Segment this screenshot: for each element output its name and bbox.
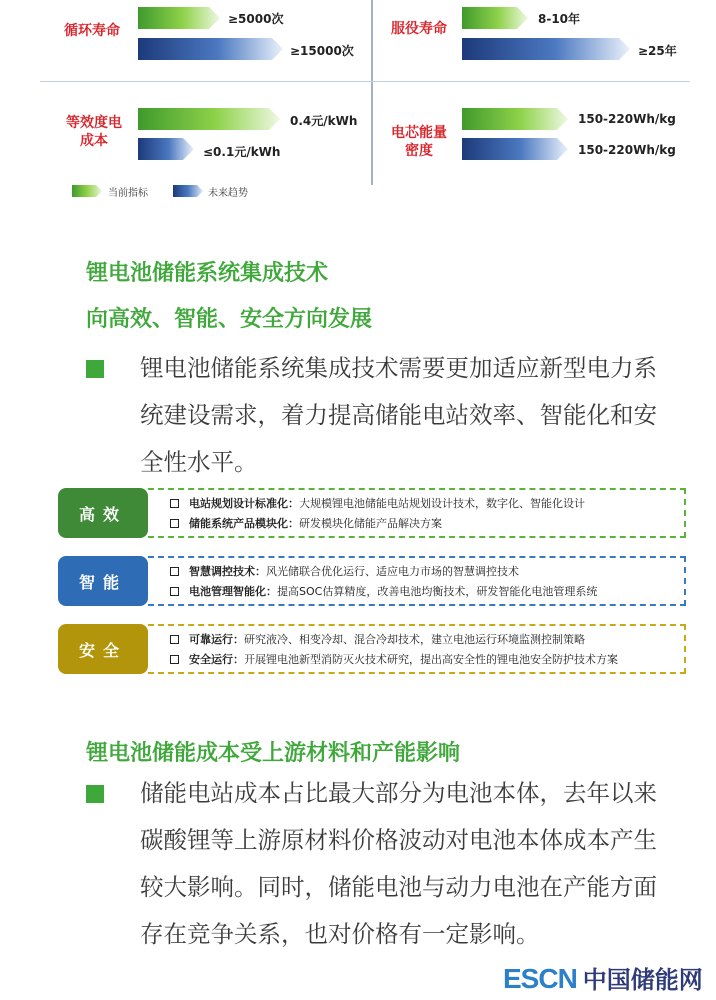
tech-box-efficiency: [148, 488, 686, 538]
checkbox-icon: [170, 567, 179, 576]
logo-en: ESCN: [503, 963, 577, 994]
tech-item: 电站规划设计标准化：大规模锂电池储能电站规划设计技术，数字化、智能化设计: [170, 494, 684, 514]
label-energy-density: [383, 124, 455, 160]
label-cycle-life: 循环寿命: [64, 23, 120, 39]
checkbox-icon: [170, 655, 179, 664]
label-energy-density-line2: 密度: [405, 143, 433, 159]
section1-heading-line1: 锂电池储能系统集成技术: [86, 261, 329, 286]
tech-item: 电池管理智能化：提高SOC估算精度，改善电池均衡技术，研发智能化电池管理系统: [170, 582, 684, 602]
badge-intelligence: 智能: [58, 556, 148, 606]
metrics-comparison: [0, 0, 716, 215]
tech-row-efficiency: [58, 488, 688, 538]
tech-item: 储能系统产品模块化：研发模块化储能产品解决方案: [170, 514, 684, 534]
badge-safety: 安全: [58, 624, 148, 674]
value-current-energy-density: 150-220Wh/kg: [578, 112, 676, 126]
tech-row-safety: [58, 624, 688, 674]
tech-box-safety: [148, 624, 686, 674]
divider-horizontal: [40, 81, 690, 82]
arrow-future-cost: [138, 138, 194, 160]
checkbox-icon: [170, 519, 179, 528]
tech-row-intelligence: [58, 556, 688, 606]
value-current-cycle-life: ≥5000次: [228, 12, 284, 26]
legend-swatch-current: [72, 185, 102, 197]
bullet-square: [86, 785, 104, 803]
checkbox-icon: [170, 587, 179, 596]
value-future-cost: ≤0.1元/kWh: [203, 145, 281, 159]
legend-swatch-future: [173, 185, 203, 197]
section1-paragraph: 锂电池储能系统集成技术需要更加适应新型电力系统建设需求，着力提高储能电站效率、智能化和安全性水平。: [140, 354, 657, 476]
tech-item: 智慧调控技术：风光储联合优化运行、适应电力市场的智慧调控技术: [170, 562, 684, 582]
arrow-future-service-life: [462, 38, 630, 60]
value-current-service-life: 8-10年: [538, 12, 581, 26]
checkbox-icon: [170, 499, 179, 508]
label-cost-line2: 成本: [80, 133, 108, 149]
value-current-cost: 0.4元/kWh: [290, 114, 358, 128]
arrow-current-cost: [138, 108, 280, 130]
section2-heading: 锂电池储能成本受上游材料和产能影响: [86, 741, 461, 766]
value-future-cycle-life: ≥15000次: [290, 44, 354, 58]
label-energy-density-line1: 电芯能量: [391, 125, 447, 141]
tech-item: 可靠运行：研究液冷、相变冷却、混合冷却技术，建立电池运行环境监测控制策略: [170, 630, 684, 650]
value-future-energy-density: 150-220Wh/kg: [578, 143, 676, 157]
arrow-current-service-life: [462, 7, 528, 29]
label-cost-line1: 等效度电: [66, 115, 122, 131]
checkbox-icon: [170, 635, 179, 644]
bullet-square: [86, 360, 104, 378]
tech-item: 安全运行：开展锂电池新型消防灭火技术研究，提出高安全性的锂电池安全防护技术方案: [170, 650, 684, 670]
section1-heading-line2: 向高效、智能、安全方向发展: [86, 307, 373, 332]
legend-label-future: 未来趋势: [208, 188, 248, 199]
tech-box-intelligence: [148, 556, 686, 606]
arrow-current-cycle-life: [138, 7, 220, 29]
badge-efficiency: 高效: [58, 488, 148, 538]
arrow-future-energy-density: [462, 138, 568, 160]
label-cost: [58, 114, 130, 150]
label-service-life: 服役寿命: [391, 21, 447, 37]
arrow-future-cycle-life: [138, 38, 283, 60]
divider-vertical: [371, 0, 373, 185]
arrow-current-energy-density: [462, 108, 568, 130]
value-future-service-life: ≥25年: [638, 44, 677, 58]
legend-label-current: 当前指标: [108, 188, 148, 199]
escn-logo: [503, 960, 703, 995]
logo-cn: 中国储能网: [582, 967, 703, 994]
section2-paragraph: 储能电站成本占比最大部分为电池本体，去年以来碳酸锂等上游原材料价格波动对电池本体成本产生较大影响。同时，储能电池与动力电池在产能方面存在竞争关系，也对价格有一定影响。: [140, 779, 657, 948]
